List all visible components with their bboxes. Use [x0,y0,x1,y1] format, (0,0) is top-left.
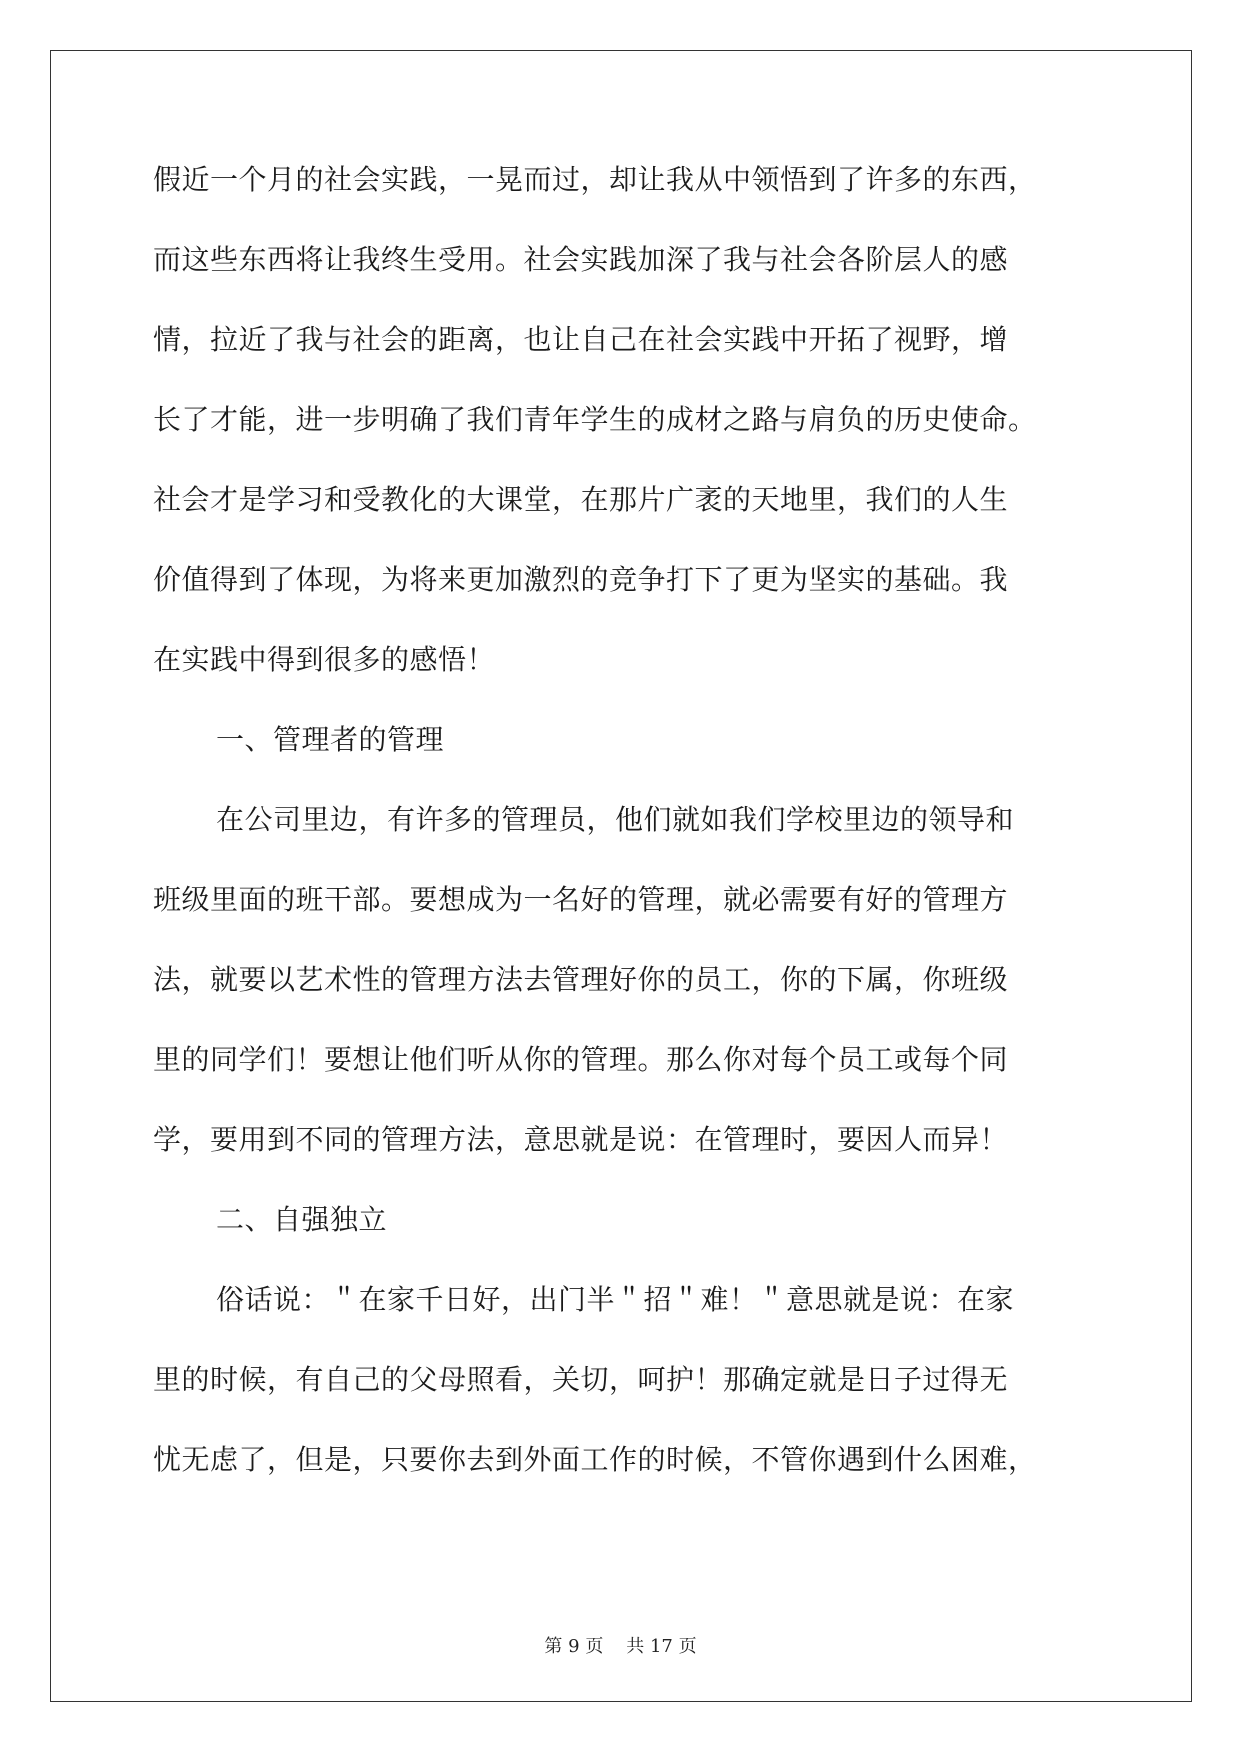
document-body [153,154,1093,1514]
page-total: 共 17 页 [626,1636,697,1657]
text-line: 长了才能，进一步明确了我们青年学生的成材之路与肩负的历史使命。 [153,403,1037,436]
page-number: 第 9 页 [544,1636,604,1657]
text-line: 而这些东西将让我终生受用。社会实践加深了我与社会各阶层人的感 [153,243,1009,276]
text-line: 学，要用到不同的管理方法，意思就是说：在管理时，要因人而异！ [153,1123,1009,1156]
text-line: 二、自强独立 [216,1203,388,1236]
text-line: 里的同学们！要想让他们听从你的管理。那么你对每个员工或每个同 [153,1043,1009,1076]
text-line: 忧无虑了，但是，只要你去到外面工作的时候，不管你遇到什么困难， [153,1443,1037,1476]
text-line: 在实践中得到很多的感悟！ [153,643,496,676]
text-line: 班级里面的班干部。要想成为一名好的管理，就必需要有好的管理方 [153,883,1009,916]
footer-spacer [603,1636,626,1657]
text-line: 在公司里边，有许多的管理员，他们就如我们学校里边的领导和 [216,803,1015,836]
text-line: 俗话说：＂在家千日好，出门半＂招＂难！＂意思就是说：在家 [216,1283,1015,1316]
text-line: 一、管理者的管理 [216,723,445,756]
page-footer [0,1632,1241,1658]
text-line: 里的时候，有自己的父母照看，关切，呵护！那确定就是日子过得无 [153,1363,1009,1396]
text-line: 法，就要以艺术性的管理方法去管理好你的员工，你的下属，你班级 [153,963,1009,996]
text-line: 社会才是学习和受教化的大课堂，在那片广袤的天地里，我们的人生 [153,483,1009,516]
text-line: 价值得到了体现，为将来更加激烈的竞争打下了更为坚实的基础。我 [153,563,1009,596]
text-line: 假近一个月的社会实践，一晃而过，却让我从中领悟到了许多的东西， [153,163,1037,196]
text-line: 情，拉近了我与社会的距离，也让自己在社会实践中开拓了视野，增 [153,323,1009,356]
